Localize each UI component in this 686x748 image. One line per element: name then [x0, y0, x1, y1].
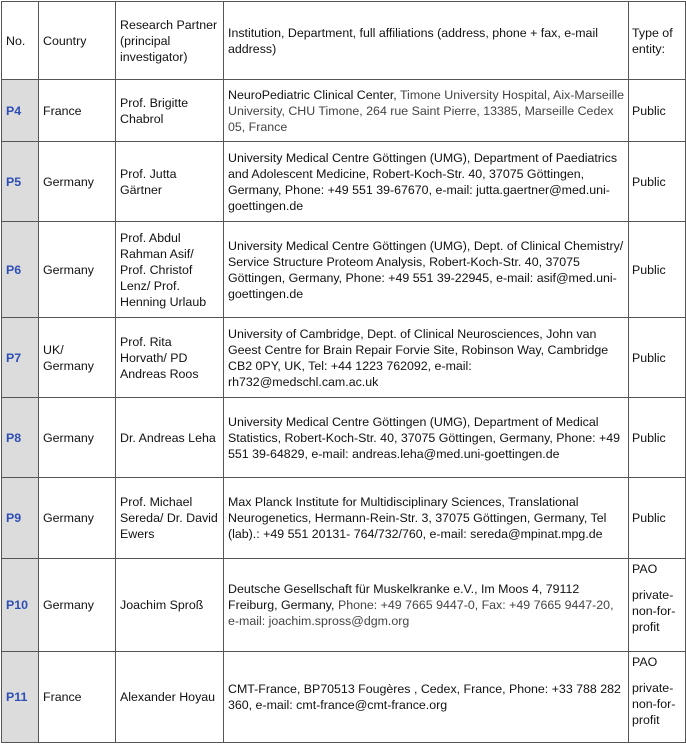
country-cell: UK/ Germany [39, 318, 116, 398]
partner-cell: Alexander Hoyau [116, 652, 224, 743]
table-row [2, 142, 686, 222]
partner-cell: Prof. Rita Horvath/ PD Andreas Roos [116, 318, 224, 398]
table-row [2, 80, 686, 142]
header-institution: Institution, Department, full affiliations (address, phone + fax, e-mail address) [224, 2, 629, 80]
country-cell: Germany [39, 478, 116, 559]
header-country: Country [39, 2, 116, 80]
country-cell: Germany [39, 559, 116, 652]
partner-cell: Dr. Andreas Leha [116, 398, 224, 478]
partner-number: P6 [2, 222, 39, 318]
institution-cell [224, 478, 629, 559]
entity-type-cell: Public [629, 318, 686, 398]
table-row [2, 652, 686, 743]
institution-main: Deutsche Gesellschaft für Muskelkranke e.V., Im Moos 4, 79112 Freiburg, Germany, [228, 582, 580, 612]
partner-number: P7 [2, 318, 39, 398]
table-row [2, 398, 686, 478]
table-header-row [2, 2, 686, 80]
entity-type-abbr: PAO [632, 562, 658, 576]
entity-type-cell [629, 652, 686, 743]
institution-main: University Medical Centre Göttingen (UMG), Dept. of Clinical Chemistry/ Service Structure Proteom Analysis, Robert-Koch-Str. 40, 37075 Göttingen, Germany, Phone: +49 551 39-22945, e-mail: asif@med.uni-goettingen.de [228, 238, 624, 301]
institution-cell [224, 398, 629, 478]
entity-type-cell: Public [629, 80, 686, 142]
institution-main: University of Cambridge, Dept. of Clinical Neurosciences, John van Geest Centre for Brain Repair Forvie Site, Robinson Way, Cambridge CB2 0PY, UK, Tel: +44 1223 762092, e-mail: rh732@medschl.cam.ac.uk [228, 326, 609, 389]
partner-number: P9 [2, 478, 39, 559]
entity-type-cell: Public [629, 398, 686, 478]
institution-cell [224, 559, 629, 652]
partner-cell: Joachim Sproß [116, 559, 224, 652]
partner-number: P10 [2, 559, 39, 652]
institution-cell [224, 652, 629, 743]
country-cell: Germany [39, 142, 116, 222]
partner-number: P4 [2, 80, 39, 142]
entity-type-cell [629, 559, 686, 652]
institution-cell [224, 222, 629, 318]
entity-type-full: private-non-for-profit [632, 681, 676, 727]
country-cell: France [39, 652, 116, 743]
institution-main: Max Planck Institute for Multidisciplinary Sciences, Translational Neurogenetics, Hermann-Rein-Str. 3, 37075 Göttingen, Germany, Tel (lab).: +49 551 20131- 764/732/760, e-mail: sereda@mpinat.mpg.de [228, 495, 607, 541]
partner-cell: Prof. Abdul Rahman Asif/ Prof. Christof Lenz/ Prof. Henning Urlaub [116, 222, 224, 318]
institution-main: University Medical Centre Göttingen (UMG), Department of Medical Statistics, Robert-Koch-Str. 40, 37075 Göttingen, Germany, Phone: +49 551 39-64829, e-mail: andreas.leha@med.uni-goettingen.de [228, 414, 621, 461]
partner-number: P8 [2, 398, 39, 478]
country-cell: Germany [39, 222, 116, 318]
header-type-of-entity: Type of entity: [629, 2, 686, 80]
entity-type-cell: Public [629, 222, 686, 318]
entity-type-cell: Public [629, 478, 686, 559]
entity-type-abbr: PAO [632, 655, 658, 669]
institution-rest: Timone University Hospital, Aix-Marseille University, CHU Timone, 264 rue Saint Pierre, 13385, Marseille Cedex 05, France [228, 87, 624, 134]
institution-cell [224, 318, 629, 398]
table-row [2, 222, 686, 318]
partner-number: P11 [2, 652, 39, 743]
table-row [2, 318, 686, 398]
institution-main: University Medical Centre Göttingen (UMG), Department of Paediatrics and Adolescent Medicine, Robert-Koch-Str. 40, 37075 Göttingen, Germany, Phone: +49 551 39-67670, e-mail: jutta.gaertner@med.uni-goettingen.de [228, 150, 618, 213]
table-row [2, 559, 686, 652]
partner-number: P5 [2, 142, 39, 222]
institution-cell [224, 80, 629, 142]
country-cell: Germany [39, 398, 116, 478]
country-cell: France [39, 80, 116, 142]
entity-type-cell: Public [629, 142, 686, 222]
entity-type-full: private-non-for-profit [632, 588, 676, 634]
partners-table [1, 1, 686, 743]
institution-main: NeuroPediatric Clinical Center, [228, 87, 397, 102]
partner-cell: Prof. Jutta Gärtner [116, 142, 224, 222]
header-research-partner: Research Partner (principal investigator) [116, 2, 224, 80]
partner-cell: Prof. Brigitte Chabrol [116, 80, 224, 142]
institution-rest: Phone: +49 7665 9447-0, Fax: +49 7665 9447-20, e-mail: joachim.spross@dgm.org [228, 598, 614, 628]
partner-cell: Prof. Michael Sereda/ Dr. David Ewers [116, 478, 224, 559]
institution-cell [224, 142, 629, 222]
table-row [2, 478, 686, 559]
header-no: No. [2, 2, 39, 80]
institution-main: CMT-France, BP70513 Fougères , Cedex, France, Phone: +33 788 282 360, e-mail: cmt-france@cmt-france.org [228, 682, 621, 712]
